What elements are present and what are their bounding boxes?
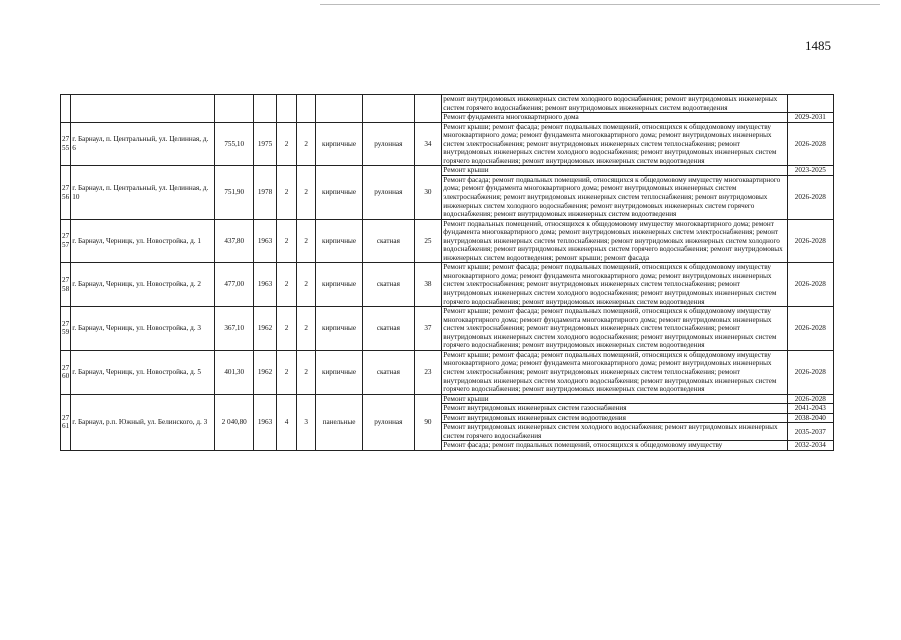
cell-roof-type: скатная: [363, 219, 414, 263]
cell-works: Ремонт внутридомовых инженерных систем водоотведения: [442, 413, 787, 423]
cell-residents: 34: [414, 122, 442, 166]
cell-roof-type: рулонная: [363, 122, 414, 166]
cell-residents: 38: [414, 263, 442, 307]
cell-house-number: 2759: [61, 307, 71, 351]
cell-residents: 25: [414, 219, 442, 263]
cell-entrances-empty: [297, 95, 316, 123]
cell-period: 2035-2037: [787, 423, 833, 441]
cell-period: 2023-2025: [787, 166, 833, 176]
cell-entrances: 2: [297, 219, 316, 263]
cell-entrances: 2: [297, 263, 316, 307]
cell-wall-material: панельные: [315, 394, 362, 450]
cell-house-number: 2756: [61, 166, 71, 219]
cell-roof-type: рулонная: [363, 166, 414, 219]
cell-house-number: 2757: [61, 219, 71, 263]
cell-roof-type: скатная: [363, 263, 414, 307]
cell-floors: 4: [276, 394, 297, 450]
cell-period: 2026-2028: [787, 350, 833, 394]
cell-works: Ремонт крыши: [442, 394, 787, 404]
cell-floors: 2: [276, 350, 297, 394]
table-row: [61, 95, 834, 113]
table-row: [61, 166, 834, 176]
cell-works: Ремонт крыши; ремонт фасада; ремонт подвальных помещений, относящихся к общедомовому имуществу многоквартирного дома; ремонт фундамента многоквартирного дома; ремонт внутридомовых инженерных систем электроснабжения; ремонт внутридомовых инженерных систем теплоснабжения; ремонт внутридомовых инженерных систем холодного водоснабжения; ремонт внутридомовых инженерных систем горячего водоснабжения; ремонт внутридомовых инженерных систем водоотведения: [442, 263, 787, 307]
cell-works: ремонт внутридомовых инженерных систем холодного водоснабжения; ремонт внутридомовых инженерных систем горячего водоснабжения; ремонт внутридомовых инженерных систем водоотведения: [442, 95, 787, 113]
cell-entrances: 2: [297, 307, 316, 351]
cell-wall-material: кирпичные: [315, 219, 362, 263]
table-row: [61, 122, 834, 166]
cell-works: Ремонт внутридомовых инженерных систем холодного водоснабжения; ремонт внутридомовых инженерных систем горячего водоснабжения: [442, 423, 787, 441]
cell-period: 2029-2031: [787, 113, 833, 123]
cell-period: 2041-2043: [787, 404, 833, 414]
cell-year: 1962: [254, 350, 277, 394]
cell-period: 2026-2028: [787, 175, 833, 219]
cell-works: Ремонт подвальных помещений, относящихся к общедомовому имуществу многоквартирного дома; ремонт фундамента многоквартирного дома; ремонт внутридомовых инженерных систем электроснабжения; ремонт внутридомовых инженерных систем теплоснабжения; ремонт внутридомовых инженерных систем холодного водоснабжения; ремонт внутридомовых инженерных систем горячего водоснабжения; ремонт внутридомовых инженерных систем водоотведения; ремонт крыши; ремонт фасада: [442, 219, 787, 263]
cell-works: Ремонт крыши: [442, 166, 787, 176]
cell-year: 1962: [254, 307, 277, 351]
cell-year: 1978: [254, 166, 277, 219]
cell-house-number: 2758: [61, 263, 71, 307]
cell-wall-material: кирпичные: [315, 122, 362, 166]
cell-area: 2 040,80: [215, 394, 254, 450]
cell-wall-material: кирпичные: [315, 263, 362, 307]
cell-area: 367,10: [215, 307, 254, 351]
cell-works: Ремонт крыши; ремонт фасада; ремонт подвальных помещений, относящихся к общедомовому имуществу многоквартирного дома; ремонт фундамента многоквартирного дома; ремонт внутридомовых инженерных систем электроснабжения; ремонт внутридомовых инженерных систем теплоснабжения; ремонт внутридомовых инженерных систем холодного водоснабжения; ремонт внутридомовых инженерных систем горячего водоснабжения; ремонт внутридомовых инженерных систем водоотведения: [442, 350, 787, 394]
cell-year: 1963: [254, 263, 277, 307]
cell-works: Ремонт внутридомовых инженерных систем газоснабжения: [442, 404, 787, 414]
cell-entrances: 2: [297, 166, 316, 219]
cell-area: 401,30: [215, 350, 254, 394]
cell-area: 755,10: [215, 122, 254, 166]
scan-edge-line: [320, 4, 880, 5]
cell-roof-empty: [363, 95, 414, 123]
cell-works: Ремонт фасада; ремонт подвальных помещений, относящихся к общедомовому имуществу многоквартирного дома; ремонт фундамента многоквартирного дома; ремонт внутридомовых инженерных систем электроснабжения; ремонт внутридомовых инженерных систем теплоснабжения; ремонт внутридомовых инженерных систем холодного водоснабжения; ремонт внутридомовых инженерных систем горячего водоснабжения; ремонт внутридомовых инженерных систем водоотведения: [442, 175, 787, 219]
cell-floors: 2: [276, 166, 297, 219]
cell-entrances: 3: [297, 394, 316, 450]
cell-year: 1975: [254, 122, 277, 166]
cell-address-empty: [71, 95, 215, 123]
cell-address: г. Барнаул, Черницк, ул. Новостройка, д. 5: [71, 350, 215, 394]
cell-roof-type: скатная: [363, 307, 414, 351]
cell-area-empty: [215, 95, 254, 123]
cell-period: [787, 95, 833, 113]
cell-wall-material: кирпичные: [315, 350, 362, 394]
cell-residents: 37: [414, 307, 442, 351]
cell-address: г. Барнаул, Черницк, ул. Новостройка, д. 2: [71, 263, 215, 307]
cell-area: 437,80: [215, 219, 254, 263]
cell-period: 2026-2028: [787, 263, 833, 307]
cell-floors-empty: [276, 95, 297, 123]
cell-wall-material: кирпичные: [315, 307, 362, 351]
cell-works: Ремонт крыши; ремонт фасада; ремонт подвальных помещений, относящихся к общедомовому имуществу многоквартирного дома; ремонт фундамента многоквартирного дома; ремонт внутридомовых инженерных систем электроснабжения; ремонт внутридомовых инженерных систем теплоснабжения; ремонт внутридомовых инженерных систем холодного водоснабжения; ремонт внутридомовых инженерных систем горячего водоснабжения; ремонт внутридомовых инженерных систем водоотведения: [442, 307, 787, 351]
cell-residents-empty: [414, 95, 442, 123]
cell-wall-material: кирпичные: [315, 166, 362, 219]
cell-floors: 2: [276, 122, 297, 166]
page-number: 1485: [805, 38, 831, 53]
table-row: [61, 350, 834, 394]
cell-works: Ремонт фасада; ремонт подвальных помещений, относящихся к общедомовому имуществу: [442, 441, 787, 451]
cell-period: 2026-2028: [787, 219, 833, 263]
cell-works: Ремонт крыши; ремонт фасада; ремонт подвальных помещений, относящихся к общедомовому имуществу многоквартирного дома; ремонт фундамента многоквартирного дома; ремонт внутридомовых инженерных систем электроснабжения; ремонт внутридомовых инженерных систем теплоснабжения; ремонт внутридомовых инженерных систем холодного водоснабжения; ремонт внутридомовых инженерных систем горячего водоснабжения; ремонт внутридомовых инженерных систем водоотведения: [442, 122, 787, 166]
cell-num-empty: [61, 95, 71, 123]
cell-residents: 90: [414, 394, 442, 450]
cell-house-number: 2760: [61, 350, 71, 394]
cell-roof-type: рулонная: [363, 394, 414, 450]
cell-residents: 23: [414, 350, 442, 394]
cell-year-empty: [254, 95, 277, 123]
cell-period: 2026-2028: [787, 307, 833, 351]
cell-period: 2032-2034: [787, 441, 833, 451]
cell-floors: 2: [276, 263, 297, 307]
repair-schedule-table: [60, 94, 834, 451]
cell-area: 477,00: [215, 263, 254, 307]
cell-year: 1963: [254, 394, 277, 450]
cell-address: г. Барнаул, Черницк, ул. Новостройка, д. 1: [71, 219, 215, 263]
cell-address: г. Барнаул, п. Центральный, ул. Целинная, д. 10: [71, 166, 215, 219]
cell-entrances: 2: [297, 350, 316, 394]
cell-address: г. Барнаул, п. Центральный, ул. Целинная, д. 6: [71, 122, 215, 166]
cell-works: Ремонт фундамента многоквартирного дома: [442, 113, 787, 123]
cell-house-number: 2755: [61, 122, 71, 166]
cell-address: г. Барнаул, Черницк, ул. Новостройка, д. 3: [71, 307, 215, 351]
cell-area: 751,90: [215, 166, 254, 219]
cell-floors: 2: [276, 219, 297, 263]
cell-entrances: 2: [297, 122, 316, 166]
cell-residents: 30: [414, 166, 442, 219]
table-row: [61, 307, 834, 351]
table-row: [61, 394, 834, 404]
table-body: [61, 95, 834, 451]
cell-house-number: 2761: [61, 394, 71, 450]
table-row: [61, 219, 834, 263]
cell-year: 1963: [254, 219, 277, 263]
cell-period: 2026-2028: [787, 122, 833, 166]
table-row: [61, 263, 834, 307]
cell-address: г. Барнаул, р.п. Южный, ул. Белинского, д. 3: [71, 394, 215, 450]
cell-period: 2038-2040: [787, 413, 833, 423]
cell-floors: 2: [276, 307, 297, 351]
cell-period: 2026-2028: [787, 394, 833, 404]
cell-roof-type: скатная: [363, 350, 414, 394]
cell-walls-empty: [315, 95, 362, 123]
